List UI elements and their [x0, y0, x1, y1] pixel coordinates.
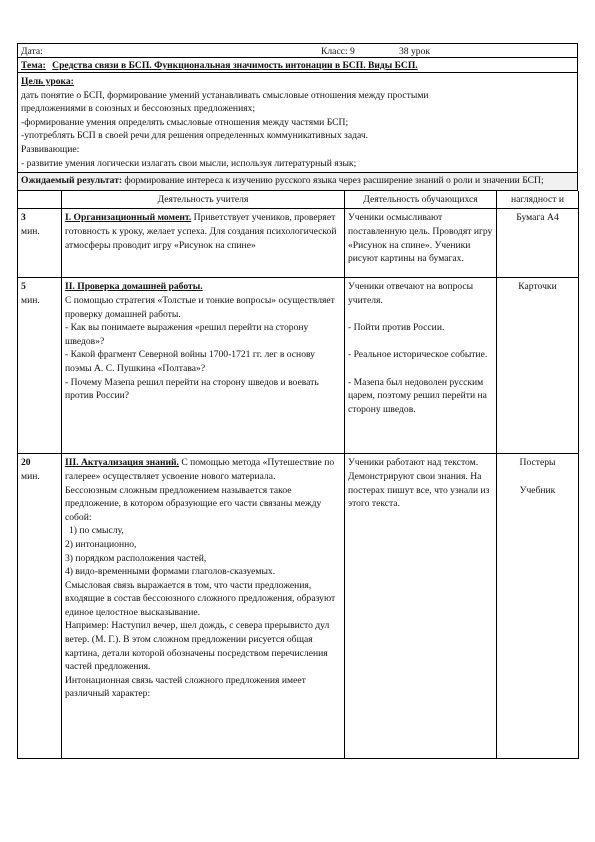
visual-item: Постеры — [519, 457, 556, 469]
objective-line: - развитие умения логически излагать свои мысли, используя литературный язык; — [21, 157, 357, 169]
time-value: 20 — [21, 457, 31, 469]
header-cell-visuals: наглядност и — [497, 191, 579, 209]
visual-item: Учебник — [519, 484, 556, 496]
teacher-cell — [62, 278, 345, 454]
teacher-text: С помощью метода «Путешествие по галерее» осуществляет усвоение нового материала. — [65, 457, 335, 482]
header-cell-students: Деятельность обучающихся — [345, 191, 497, 209]
expected-text: формирование интереса к изучению русского языка через расширение знаний о роли и значении БСП; — [124, 175, 544, 187]
list-item: 2) интонационно, — [65, 538, 137, 550]
explanation-text: Смысловая связь выражается в том, что части предложения, входящие в состав бессоюзного сложного предложения, образуют единое целостное высказывание. — [65, 579, 336, 618]
visuals-cell — [497, 209, 579, 278]
topic-label: Тема: — [21, 60, 46, 71]
teacher-question: - Почему Мазепа решил перейти на сторону шведов и воевать против России? — [65, 376, 319, 402]
visual-item: Карточки — [518, 281, 557, 293]
students-text: Ученики отвечают на вопросы учителя. — [348, 281, 474, 306]
date-label: Дата: — [21, 46, 43, 57]
header-cell-time — [18, 191, 62, 209]
table-header-row — [18, 191, 579, 209]
stage-title: II. Проверка домашней работы. — [65, 281, 203, 293]
topic-text: Средства связи в БСП. Функциональная значимость интонации в БСП. Виды БСП. — [52, 60, 418, 71]
students-cell — [345, 454, 497, 759]
objectives-title: Цель урока: — [21, 76, 74, 87]
header-row — [17, 43, 578, 58]
teacher-cell — [62, 454, 345, 759]
definition-text: Бессоюзным сложным предложением называется такое предложение, в котором образующие его части связаны между собой: — [65, 484, 322, 523]
list-item: 4) видо-временными формами глаголов-сказуемых. — [65, 566, 276, 578]
objective-line: Развивающие: — [21, 143, 80, 155]
objective-line: -употреблять БСП в своей речи для решения определенных коммуникативных задач. — [21, 130, 369, 142]
time-cell — [18, 454, 62, 759]
students-cell — [345, 278, 497, 454]
table-row — [18, 454, 579, 759]
expected-result-block — [17, 173, 578, 191]
list-item: 3) порядком расположения частей, — [65, 552, 207, 564]
objectives-block — [17, 73, 578, 173]
table-row — [18, 209, 579, 278]
time-value: 3 — [21, 212, 26, 224]
teacher-cell — [62, 209, 345, 278]
expected-label: Ожидаемый результат: — [21, 175, 123, 187]
topic-row — [17, 58, 578, 73]
class-label: Класс: 9 — [321, 46, 355, 57]
teacher-question: - Как вы понимаете выражения «решил перейти на сторону шведов»? — [65, 322, 309, 347]
time-unit: мин. — [21, 294, 40, 306]
list-item: 1) по смыслу, — [69, 525, 124, 537]
visuals-cell — [497, 454, 579, 759]
objective-line: -формирование умения определять смысловые отношения между частями БСП; — [21, 116, 349, 128]
activity-table — [17, 191, 579, 760]
lesson-plan-page — [17, 43, 578, 759]
time-unit: мин. — [21, 470, 40, 482]
students-text: Ученики работают над текстом. Демонстрируют свои знания. На постерах пишут все, что узнали из этого текста. — [348, 457, 490, 510]
objective-line: дать понятие о БСП, формирование умений устанавливать смысловые отношения между простыми — [21, 89, 429, 101]
table-row — [18, 278, 579, 454]
students-answer: - Пойти против России. — [348, 322, 445, 334]
students-answer: - Мазепа был недоволен русским царем, поэтому решил перейти на сторону шведов. — [348, 376, 487, 415]
time-unit: мин. — [21, 225, 40, 237]
objective-line: предложениями в союзных и бессоюзных предложениях; — [21, 103, 256, 115]
students-text: Ученики осмысливают поставленную цель. Проводят игру «Рисунок на спине». Ученики рисуют картины на бумагах. — [348, 212, 493, 265]
lesson-label: 38 урок — [399, 46, 431, 57]
header-cell-teacher: Деятельность учителя — [62, 191, 345, 209]
example-text: Например: Наступил вечер, шел дождь, с севера прерывисто дул ветер. (М. Г.). В этом сложном предложении рисуется общая картина, детали которой обозначены посредством перечисления частей предложения. — [65, 620, 330, 673]
time-cell — [18, 209, 62, 278]
teacher-text: Приветствует учеников, проверяет готовность к уроку, желает успеха. Для создания психологической атмосферы проводит игру «Рисунок на спине» — [65, 212, 337, 251]
teacher-question: - Какой фрагмент Северной войны 1700-1721 гг. лег в основу поэмы А. С. Пушкина «Полтава»? — [65, 349, 315, 374]
students-answer: - Реальное историческое событие. — [348, 349, 488, 361]
visuals-cell — [497, 278, 579, 454]
visual-item: Бумага А4 — [516, 212, 559, 224]
teacher-text: С помощью стратегия «Толстые и тонкие вопросы» осуществляет проверку домашней работы. — [65, 294, 335, 320]
time-value: 5 — [21, 281, 26, 293]
stage-title: I. Организационный момент. — [65, 212, 192, 224]
time-cell — [18, 278, 62, 454]
students-cell — [345, 209, 497, 278]
stage-title: III. Актуализация знаний. — [65, 457, 179, 469]
explanation-text: Интонационная связь частей сложного предложения имеет различный характер: — [65, 674, 306, 700]
